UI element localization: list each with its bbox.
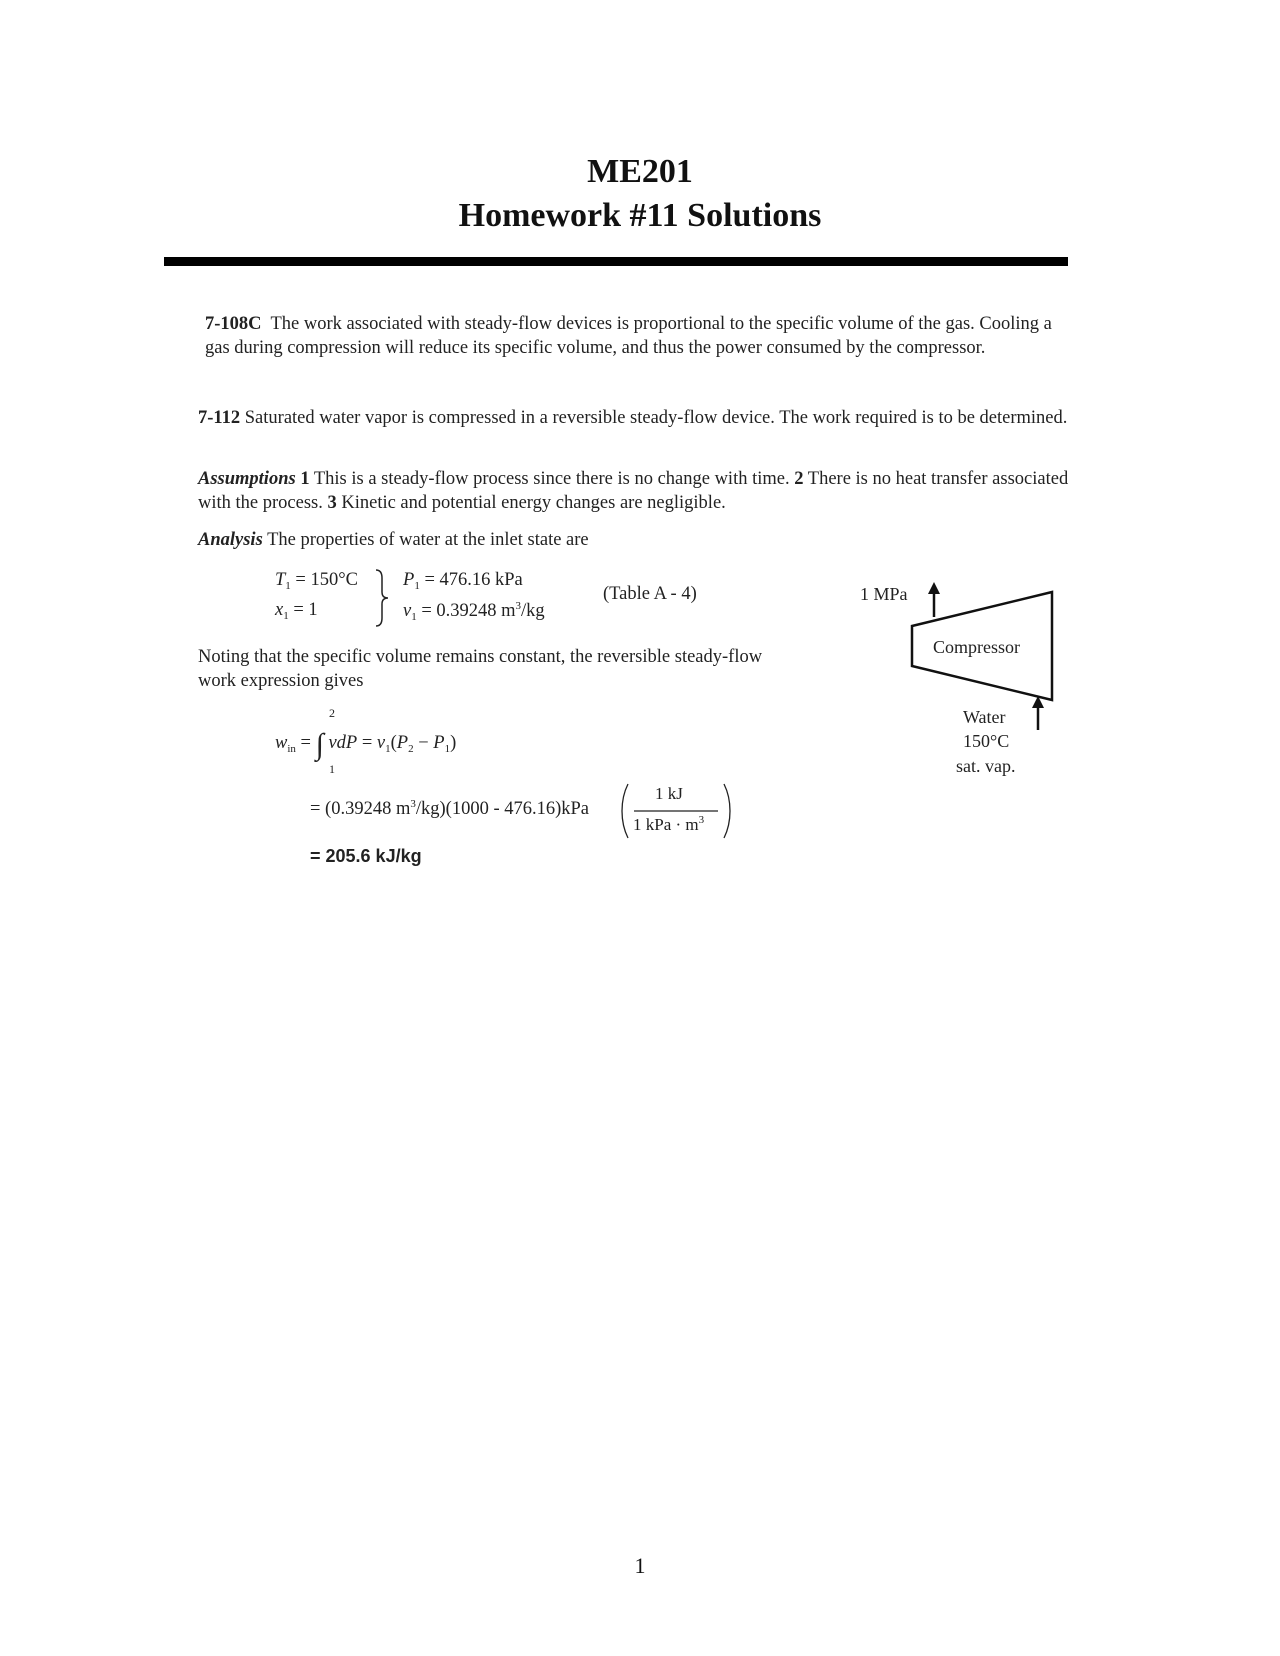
assumption-number: 2 [794, 469, 804, 489]
eq-work-part-b: /kg)(1000 - 476.16)kPa [415, 799, 590, 819]
assumption-text: There is no heat transfer associated with the process. [198, 469, 1069, 513]
title-divider [164, 257, 1068, 266]
assumptions-label: Assumptions [198, 469, 296, 489]
eq-v1-value: = 0.39248 m [421, 601, 516, 621]
assumption-text: Kinetic and potential energy changes are negligible. [341, 493, 726, 513]
page-number: 1 [634, 1553, 646, 1578]
eq-t1-value: = 150°C [295, 570, 358, 590]
page-title: Homework #11 Solutions [458, 197, 822, 234]
problem-number: 7-112 [198, 408, 241, 428]
assumptions-paragraph [198, 467, 1078, 515]
eq-work-integral: $w_{in}$ = ∫ vdP = $v_1(P_2 - P_1)$ [275, 728, 457, 761]
problem-text: The work associated with steady-flow devices is proportional to the specific volume of the gas. Cooling a gas during compression will reduce its specific volume, and thus the power consumed by the compressor. [205, 314, 1052, 358]
eq-v1: $v_1 = 0.39248$ $m^3/kg$ [403, 600, 545, 623]
course-code: ME201 [587, 153, 693, 190]
inlet-fluid-label: Water [963, 707, 1006, 727]
analysis-label: Analysis [198, 530, 263, 550]
assumption-number: 1 [300, 469, 310, 489]
fraction-numerator: 1 kJ [655, 784, 683, 803]
analysis-text: The properties of water at the inlet state are [267, 530, 589, 550]
eq-work-part-a: = (0.39248 m [310, 799, 411, 819]
curly-brace [372, 568, 394, 628]
fraction-denominator-text: 1 kPa · m [633, 815, 699, 834]
work-result [310, 846, 422, 867]
table-reference: (Table A - 4) [603, 584, 697, 604]
eq-p1: $P_1 = 476.16$ kPa [403, 570, 523, 592]
eq-x1-value: = 1 [293, 600, 318, 620]
integral-lower-limit: 1 [329, 762, 335, 776]
eq-work-substitution: = (0.39248 $m^3/kg)(1000 - 476.16)kPa$ [310, 798, 590, 819]
problem-7-112 [198, 406, 1078, 430]
assumption-text: This is a steady-flow process since there is no change with time. [313, 469, 790, 489]
inlet-state-label: sat. vap. [956, 756, 1016, 776]
outlet-pressure-label: 1 MPa [860, 584, 908, 604]
assumption-number: 3 [327, 493, 337, 513]
noting-paragraph: Noting that the specific volume remains constant, the reversible steady-flow work expression gives [198, 647, 763, 691]
compressor-label: Compressor [933, 637, 1020, 657]
outlet-arrow-head-icon [928, 582, 940, 594]
eq-t1: $T_1 = 150^\circ C$ [275, 570, 358, 592]
work-result-text: = 205.6 kJ/kg [310, 846, 422, 866]
problem-number: 7-108C [205, 314, 262, 334]
inlet-temperature-label: 150°C [963, 731, 1010, 751]
eq-v1-unit: /kg [521, 601, 545, 621]
problem-7-108c [205, 312, 1065, 360]
eq-x1: $x_1 = 1$ [275, 600, 318, 622]
analysis-paragraph [198, 528, 1078, 552]
eq-p1-value: = 476.16 kPa [424, 570, 523, 590]
fraction-denominator: 1 kPa · $m^3$ [633, 814, 705, 834]
integral-upper-limit: 2 [329, 706, 335, 720]
problem-text: Saturated water vapor is compressed in a reversible steady-flow device. The work required is to be determined. [244, 408, 1068, 428]
